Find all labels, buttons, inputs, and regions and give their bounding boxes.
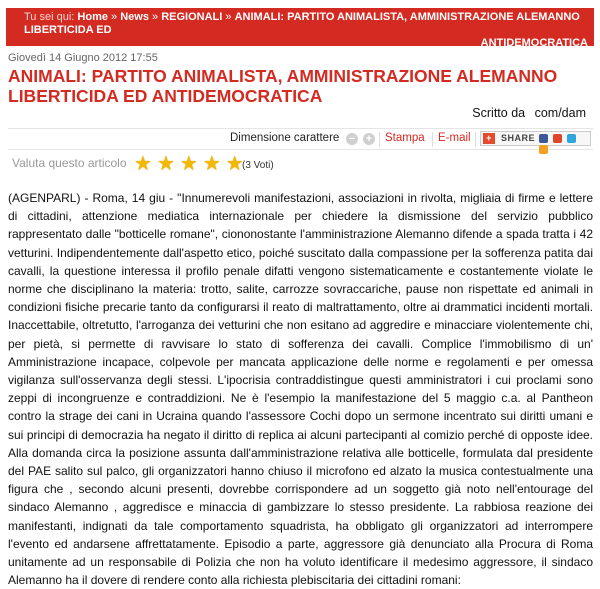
- breadcrumb-regionali-link[interactable]: REGIONALI: [161, 11, 223, 23]
- star-icon[interactable]: ★: [202, 153, 221, 175]
- toolbar-divider: [475, 132, 476, 147]
- author-name: com/dam: [534, 106, 586, 120]
- breadcrumb: [6, 8, 594, 49]
- star-icon[interactable]: ★: [156, 153, 175, 175]
- article-author: [472, 106, 586, 120]
- font-increase-button[interactable]: +: [363, 133, 375, 145]
- author-label: Scritto da: [472, 106, 526, 120]
- star-icon[interactable]: ★: [134, 153, 152, 175]
- breadcrumb-current: ANIMALI: PARTITO ANIMALISTA, AMMINISTRAZIONE ALEMANNO LIBERTICIDA ED: [24, 11, 580, 36]
- breadcrumb-news-link[interactable]: News: [120, 11, 149, 23]
- toolbar-divider: [379, 132, 380, 147]
- rating-label: Valuta questo articolo: [12, 156, 127, 170]
- breadcrumb-separator: »: [111, 11, 118, 23]
- article-rating: [8, 152, 593, 178]
- article-title: ANIMALI: PARTITO ANIMALISTA, AMMINISTRAZIONE ALEMANNO LIBERTICIDA ED ANTIDEMOCRATICA: [8, 66, 558, 106]
- breadcrumb-current-continued: ANTIDEMOCRATICA: [480, 37, 588, 49]
- breadcrumb-lead: Tu sei qui:: [24, 11, 75, 23]
- facebook-icon: [539, 134, 548, 143]
- email-link[interactable]: E-mail: [438, 132, 471, 144]
- star-icon[interactable]: ★: [179, 153, 198, 175]
- share-button[interactable]: [480, 131, 591, 146]
- breadcrumb-separator: »: [152, 11, 159, 23]
- font-decrease-button[interactable]: −: [346, 133, 358, 145]
- breadcrumb-separator: »: [225, 11, 232, 23]
- rating-stars[interactable]: [134, 154, 249, 174]
- share-label: SHARE: [501, 133, 536, 143]
- font-size-label: Dimensione carattere: [230, 132, 340, 144]
- twitter-icon: [567, 134, 576, 143]
- toolbar-divider: [432, 132, 433, 147]
- article-toolbar: [8, 128, 593, 150]
- print-link[interactable]: Stampa: [385, 132, 425, 144]
- bookmark-icon: [553, 134, 562, 143]
- rating-votes: (3 Voti): [242, 160, 274, 171]
- share-icon: +: [483, 133, 495, 144]
- article-date: Giovedì 14 Giugno 2012 17:55: [8, 52, 158, 64]
- star-icon[interactable]: ★: [225, 153, 244, 175]
- article-body: (AGENPARL) - Roma, 14 giu - "Innumerevoli manifestazioni, associazioni in rivolta, migliaia di firme e lettere di cittadini, attenzione mediatica internazionale per chiedere la dismissione del servizio pubblico rappresentato dalle "botticelle romane", ciononostante l'amministrazione Alemanno difende a spada tratta i 42 vetturini. Indipendentemente dall'aspetto etico, poiché suscitato dalla compassione per la sofferenza patita dai cavalli, la questione interessa il profilo penale difatti vengono sistematicamente e costantemente violate le norme che disciplinano la materia: trotto, salite, carrozze sovraccariche, pause non rispettate ed animali in condizioni fisiche precarie tanto da configurarsi il reato di maltrattamento, oltre ai drammatici incidenti mortali. Inaccettabile, oltretutto, l'arroganza dei vetturini che non esitano ad aggredire e minacciare violentemente chi, per pietà, si permette di ravvisare lo stato di sofferenza dei cavalli. Complice l'immobilismo di un' Amministrazione incapace, colpevole per mancata applicazione delle norme e regolamenti e per omessa vigilanza sull'osservanza degli stessi. L'ipocrisia contraddistingue questi amministratori i cui proclami sono zeppi di incongruenze e contraddizioni. Ne è l'esempio la manifestazione del 5 maggio c.a. al Pantheon contro la strage dei cani in Ucraina quando l'assessore Cochi dopo un sermone incentrato sui diritti umani e sui principi di democrazia ha negato il diritto di replica ai alcuni partecipanti al comizio perché di opposte idee. Alla domanda circa la posizione assunta dall'amministrazione relativa alle botticelle, formulata dal presidente del PAE salito sul palco, gli organizzatori hanno chiuso il microfono ed alzato la musica contestualmente una figura che , secondo alcuni presenti, dovrebbe corrispondere ad un soggetto già noto nell'entourage del sindaco Alemanno , aggredisce e minaccia di gambizzare lo stesso presidente. La rabbiosa reazione dei manifestanti, indignati da tale comportamento squadrista, ha obbligato gli organizzatori ad interrompere l'evento ed andarsene affrettatamente. Episodio a parte, aggressore già denunciato alla Procura di Roma unitamente ad un responsabile di Polizia che non ha voluto identificare il medesimo aggressore, il sindaco Alemanno ha il dovere di rendere conto alla richiesta plebiscitaria dei cittadini romani:: [8, 191, 593, 588]
- breadcrumb-home-link[interactable]: Home: [77, 11, 108, 23]
